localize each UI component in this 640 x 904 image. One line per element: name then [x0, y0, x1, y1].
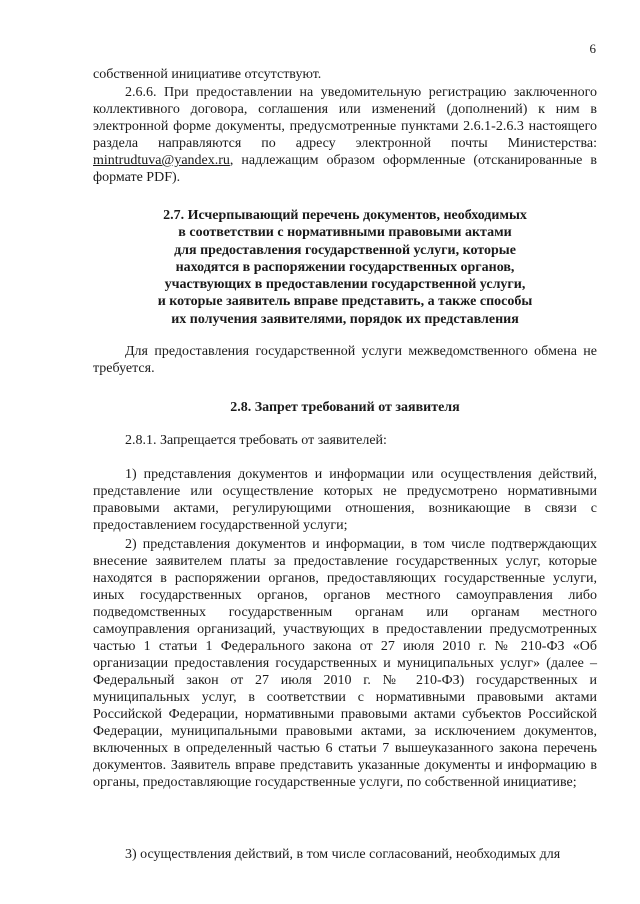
list-item-3: [93, 846, 597, 863]
paragraph-2-8-1: [93, 432, 597, 449]
paragraph-2-8-1-text: 2.8.1. Запрещается требовать от заявителей:: [125, 433, 387, 448]
paragraph-continuation: [93, 66, 597, 83]
page-number: 6: [589, 41, 596, 56]
section-2-8-title: 2.8. Запрет требований от заявителя: [230, 400, 460, 415]
heading-line-3: для предоставления государственной услуги, которые: [174, 242, 516, 258]
list-item-2-text: 2) представления документов и информации, в том числе подтверждающих внесение заявителем платы за предоставление государственных услуг, которые находятся в распоряжении органов, предоставляющих государственные услуги, иных государственных органов, органов местного самоуправления либо подведомственных государственным органам или органам местного самоуправления организаций, участвующих в предоставлении предусмотренных частью 1 статьи 1 Федерального закона от 27 июля 2010 г. № 210-ФЗ «Об организации предоставления государственных и муниципальных услуг» (далее – Федеральный закон от 27 июля 2010 г. № 210-ФЗ) государственных и муниципальных услуг, в соответствии с нормативными правовыми актами Российской Федерации, нормативными правовыми актами субъектов Российской Федерации, муниципальными правовыми актами, за исключением документов, включенных в определенный частью 6 статьи 7 вышеуказанного закона перечень документов. Заявитель вправе представить указанные документы и информацию в органы, предоставляющие государственные услуги, по собственной инициативе;: [93, 537, 597, 790]
list-item-2: [93, 536, 597, 791]
heading-line-7: их получения заявителями, порядок их представления: [171, 311, 519, 327]
email-link[interactable]: mintrudtuva@yandex.ru: [93, 153, 230, 168]
heading-line-6: и которые заявитель вправе представить, а также способы: [157, 294, 533, 310]
heading-line-1: 2.7. Исчерпывающий перечень документов, необходимых: [163, 208, 527, 223]
paragraph-2-6-6: [93, 84, 597, 186]
continuation-text: собственной инициативе отсутствуют.: [93, 67, 322, 82]
section-2-8-heading: [93, 399, 597, 416]
list-item-3-text: 3) осуществления действий, в том числе согласований, необходимых для: [125, 847, 561, 862]
section-2-7-heading: [93, 207, 597, 328]
list-item-1-text: 1) представления документов и информации или осуществления действий, представление или осуществление которых не предусмотрено нормативными правовыми актами, регулирующими отношения, возникающие в связи с предоставлением государственной услуги;: [93, 467, 597, 533]
section-2-7-text: Для предоставления государственной услуги межведомственного обмена не требуется.: [93, 344, 597, 376]
paragraph-2-6-6-before: 2.6.6. При предоставлении на уведомительную регистрацию заключенного коллективного договора, соглашения или изменений (дополнений) к ним в электронной форме документы, предусмотренные пунктами 2.6.1-2.6.3 настоящего раздела направляются по адресу электронной почты Министерства:: [93, 85, 597, 151]
section-2-7-body: [93, 343, 597, 377]
paragraph-2-6-6-after: , надлежащим образом оформленные (отсканированные в формате PDF).: [93, 153, 597, 185]
heading-line-4: находятся в распоряжении государственных органов,: [175, 259, 515, 275]
heading-line-2: в соответствии с нормативными правовыми актами: [178, 225, 512, 241]
heading-line-5: участвующих в предоставлении государственной услуги,: [164, 277, 526, 293]
paragraph-2-6-6-text: [93, 84, 597, 186]
list-item-1: [93, 466, 597, 534]
